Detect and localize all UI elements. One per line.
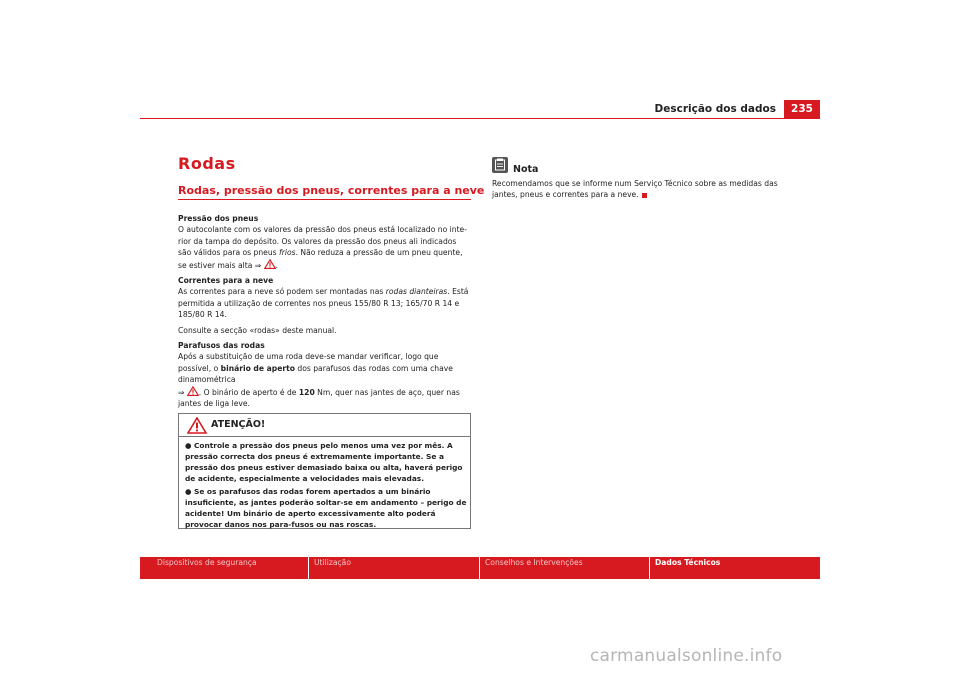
- manual-reference-paragraph: Consulte a secção «rodas» deste manual.: [178, 325, 337, 335]
- tyre-pressure-italic: frios: [279, 248, 296, 258]
- warning-item: [185, 440, 468, 484]
- tyre-pressure-text: O autocolante com os valores da pressão dos pneus está localizado no inte-rior da tampa do depósito. Os valores da pressão dos pneus ali indicados são válidos para os pneus: [178, 225, 467, 258]
- warning-body: [185, 440, 468, 532]
- footer-tab-usage[interactable]: [309, 557, 479, 579]
- snow-chains-text-b: . Está permitida a utilização de correntes nos pneus 155/80 R 13; 165/70 R 14 e 185/80 R 14.: [178, 287, 469, 320]
- header-rule: [140, 118, 820, 119]
- left-column: [178, 213, 471, 414]
- snow-chains-italic: rodas dianteiras: [385, 287, 448, 297]
- warning-item-text: Controle a pressão dos pneus pelo menos uma vez por mês. A pressão correcta dos pneus é extremamente importante. Se a pressão dos pneus estiver demasiado baixa ou alta, haverá perigo de acidente, especialmente a velocidades mais elevadas.: [185, 441, 463, 483]
- footer-tab-advice[interactable]: [480, 557, 649, 579]
- subtitle-rule: [178, 199, 471, 200]
- bullet-icon: ●: [185, 487, 192, 496]
- wheel-bolts-text-b: dos parafusos das rodas com uma chave dinamométrica: [178, 363, 453, 385]
- section-subtitle: Rodas, pressão dos pneus, correntes para a neve: [178, 184, 485, 197]
- tyre-pressure-text-b: . Não reduza a pressão de um pneu quente, se estiver mais alta ⇒: [178, 248, 463, 270]
- note-title: Nota: [513, 164, 539, 175]
- wheel-bolts-label: Parafusos das rodas: [178, 341, 265, 351]
- warning-box: [178, 413, 471, 529]
- wheel-bolts-paragraph: [178, 340, 471, 409]
- warning-item-text: Se os parafusos das rodas forem apertados a um binário insuficiente, as jantes poderão soltar-se em andamento – perigo de acidente! Um binário de aperto excessivamente alto poderá provocar danos nos para-fusos ou nas roscas.: [185, 487, 467, 529]
- footer-tab-label: Conselhos e Intervenções: [485, 558, 583, 567]
- running-header-title: Descrição dos dados: [654, 103, 776, 115]
- footer-tab-technical-data[interactable]: [650, 557, 820, 579]
- warning-divider: [179, 436, 470, 437]
- tyre-pressure-paragraph: Pressão dos pneus O autocolante com os valores da pressão dos pneus está localizado no inte-rior da tampa do depósito. Os valores da pressão dos pneus ali indicados são válidos para os pneus frios. Não reduza a pressão de um pneu quente, se estiver mais alta ⇒ .: [178, 213, 471, 271]
- footer-tab-safety[interactable]: [140, 557, 308, 579]
- warning-title: ATENÇÃO!: [211, 419, 266, 430]
- warning-triangle-icon: [187, 417, 207, 434]
- warning-triangle-icon[interactable]: [187, 386, 199, 396]
- bullet-icon: ●: [185, 441, 192, 450]
- warning-triangle-icon[interactable]: [264, 259, 276, 269]
- snow-chains-paragraph: [178, 275, 471, 321]
- snow-chains-label: Correntes para a neve: [178, 276, 274, 286]
- footer-tab-label: Dispositivos de segurança: [157, 558, 257, 567]
- warning-header: [179, 414, 470, 436]
- wheel-bolts-text-c: . O binário de aperto é de: [198, 387, 299, 397]
- footer-tab-label: Utilização: [314, 558, 351, 567]
- end-marker-icon: [642, 193, 647, 198]
- snow-chains-text: As correntes para a neve só podem ser montadas nas: [178, 287, 386, 297]
- tyre-pressure-label: Pressão dos pneus: [178, 214, 259, 223]
- wheel-bolts-arrow: ⇒: [178, 387, 187, 397]
- wheel-bolts-bold: binário de aperto: [220, 363, 295, 373]
- page-number: 235: [784, 100, 820, 118]
- watermark: carmanualsonline.info: [590, 646, 783, 666]
- note-body: Recomendamos que se informe num Serviço Técnico sobre as medidas das jantes, pneus e correntes para a neve.: [492, 179, 778, 200]
- wheel-bolts-text-d: Nm, quer nas jantes de aço, quer nas jantes de liga leve.: [178, 387, 460, 409]
- warning-item: [185, 486, 468, 530]
- note-icon: [492, 157, 508, 173]
- torque-value: 120: [298, 387, 315, 397]
- note-text: [492, 178, 782, 201]
- wheel-bolts-text: Após a substituição de uma roda deve-se mandar verificar, logo que possível, o: [178, 352, 439, 373]
- footer-tab-label: Dados Técnicos: [655, 558, 721, 567]
- section-title: Rodas: [178, 154, 236, 173]
